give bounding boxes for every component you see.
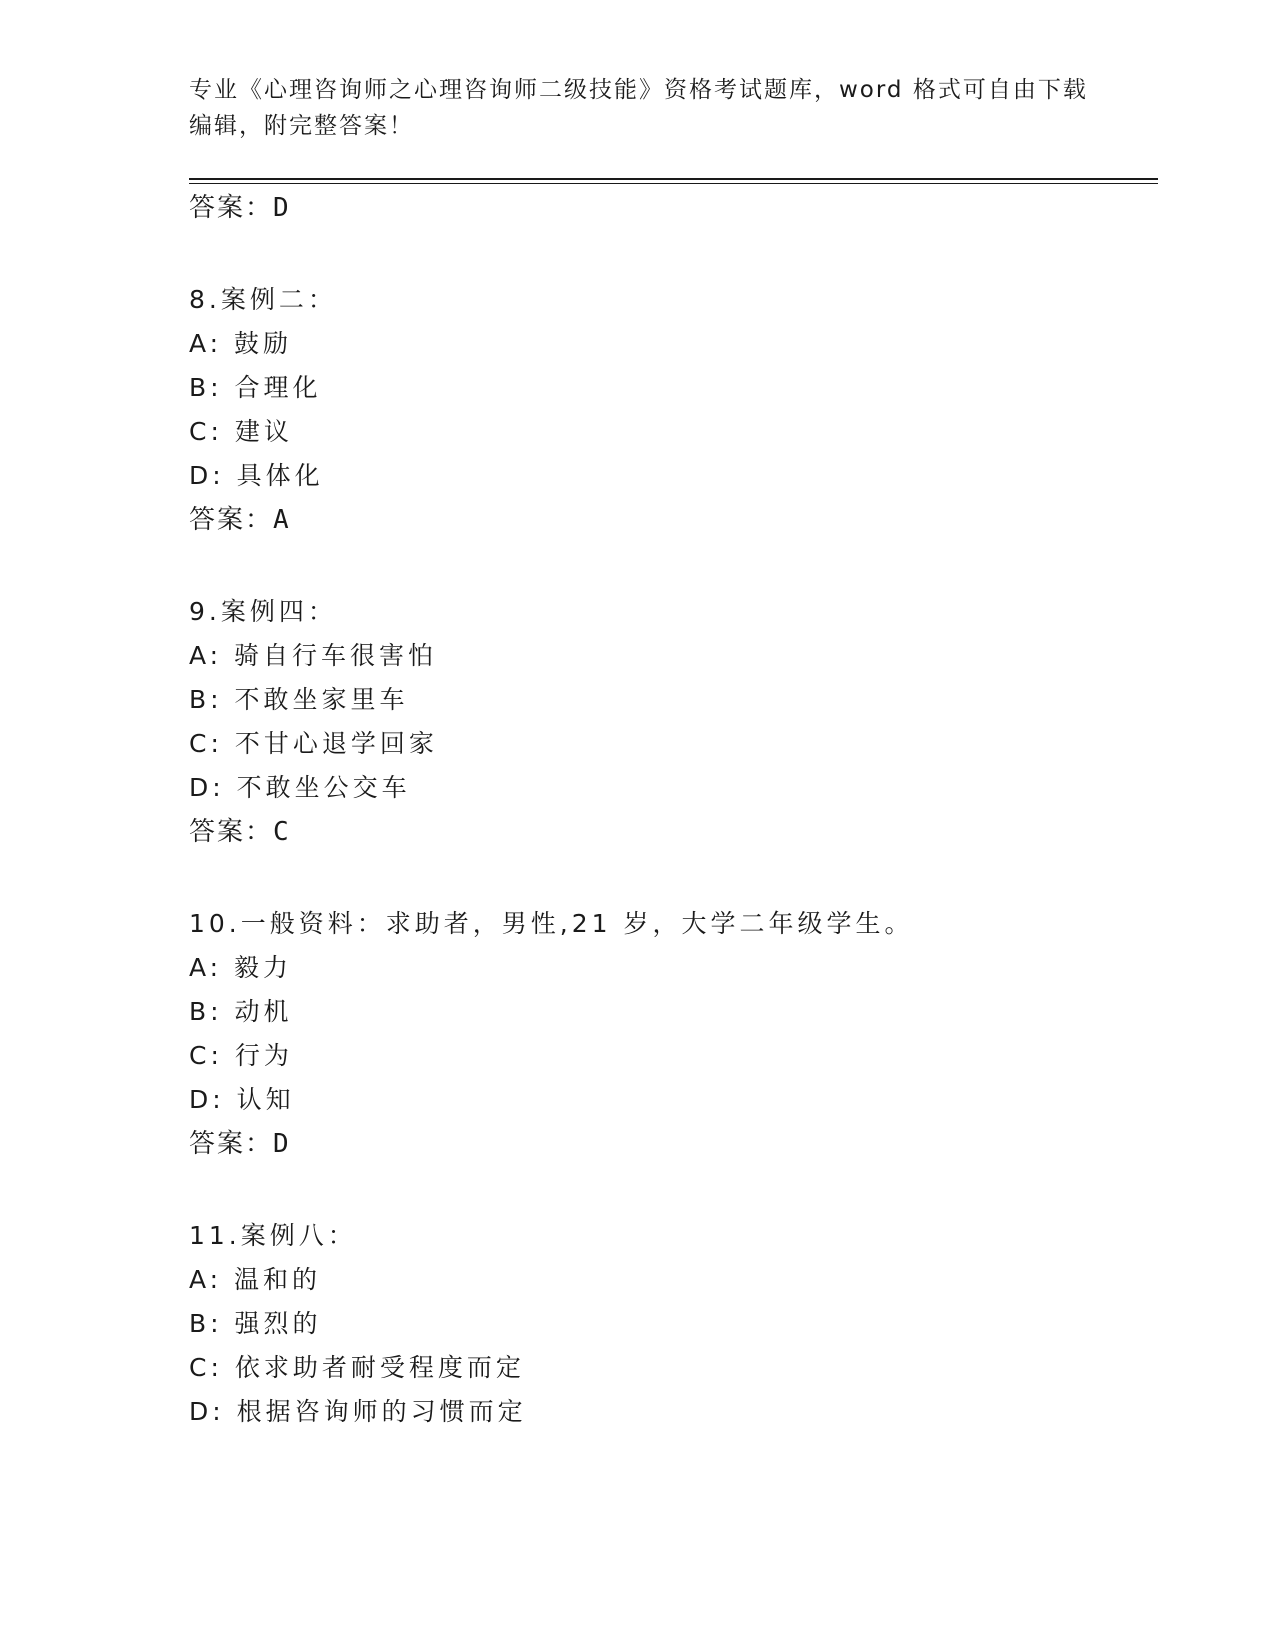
question-title: 10.一般资料：求助者，男性,21 岁，大学二年级学生。 [189,909,914,938]
answer-line: 答案：A [189,505,291,535]
option-a: A: 温和的 [189,1265,322,1294]
option-a: A: 毅力 [189,953,293,982]
header-divider-top [189,178,1158,180]
option-d: D: 不敢坐公交车 [189,773,411,802]
option-c: C: 建议 [189,417,293,446]
question-title: 9.案例四： [189,597,337,626]
option-a: A: 鼓励 [189,329,293,358]
option-b: B: 强烈的 [189,1309,322,1338]
option-c: C: 依求助者耐受程度而定 [189,1353,525,1382]
answer-line: 答案：D [189,193,291,223]
header-line-2: 编辑，附完整答案！ [189,113,414,139]
question-title: 11.案例八： [189,1221,357,1250]
option-c: C: 不甘心退学回家 [189,729,438,758]
question-title: 8.案例二： [189,285,337,314]
answer-line: 答案：D [189,1129,291,1159]
header-divider-bottom [189,183,1158,184]
document-header [189,72,1089,144]
option-d: D: 根据咨询师的习惯而定 [189,1397,527,1426]
option-b: B: 动机 [189,997,293,1026]
option-c: C: 行为 [189,1041,293,1070]
header-line-1: 专业《心理咨询师之心理咨询师二级技能》资格考试题库，word 格式可自由下载 [189,77,1088,103]
option-d: D: 具体化 [189,461,324,490]
option-a: A: 骑自行车很害怕 [189,641,438,670]
option-b: B: 合理化 [189,373,322,402]
option-d: D: 认知 [189,1085,295,1114]
answer-line: 答案：C [189,817,291,847]
option-b: B: 不敢坐家里车 [189,685,409,714]
